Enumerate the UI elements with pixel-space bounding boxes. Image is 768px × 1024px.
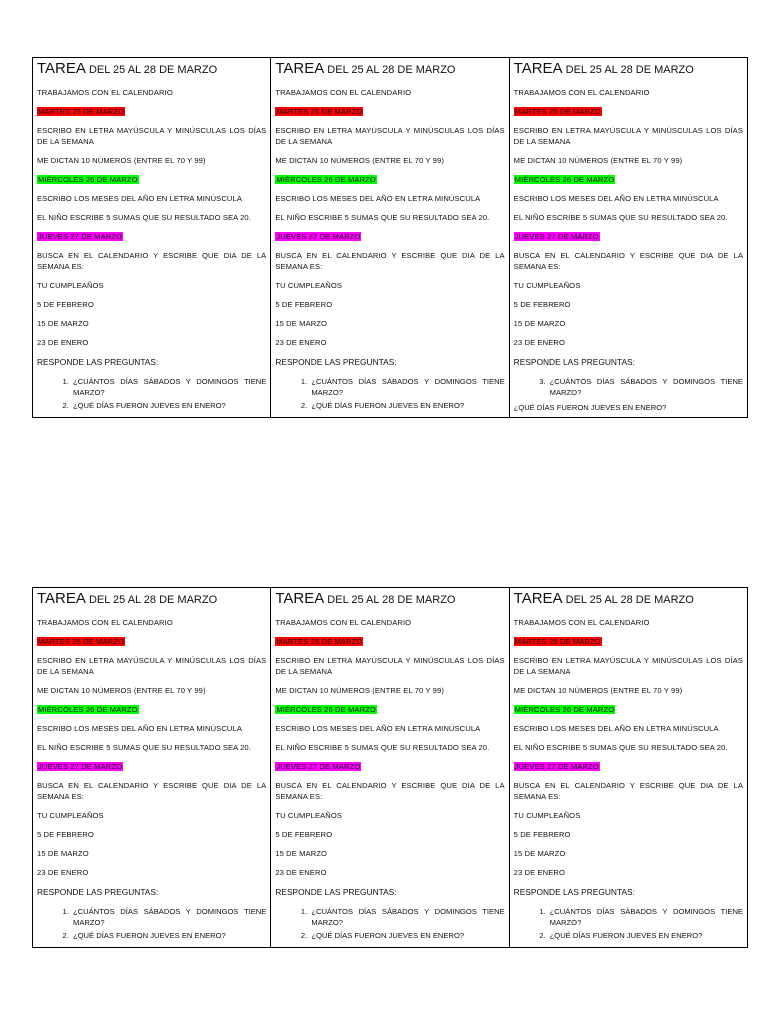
item-date-3: 23 DE ENERO xyxy=(275,868,327,877)
martes-heading: MARTES 25 DE MARZO xyxy=(38,107,125,116)
task-months: ESCRIBO LOS MESES DEL AÑO EN LETRA MINÚSCULA xyxy=(37,724,242,733)
martes-heading: MARTES 25 DE MARZO xyxy=(514,107,601,116)
question-2: 2. ¿QUÉ DÍAS FUERON JUEVES EN ENERO? xyxy=(71,400,266,411)
questions-list xyxy=(37,376,266,411)
item-date-2: 15 DE MARZO xyxy=(513,849,566,858)
calendar-line: TRABAJAMOS CON EL CALENDARIO xyxy=(275,618,412,627)
task-months: ESCRIBO LOS MESES DEL AÑO EN LETRA MINÚSCULA xyxy=(275,194,481,203)
martes-heading: MARTES 25 DE MARZO xyxy=(514,637,601,646)
card-title: TAREA DEL 25 AL 28 DE MARZO xyxy=(513,590,694,607)
item-birthday: TU CUMPLEAÑOS xyxy=(513,281,581,290)
miercoles-heading: MIÉRCOLES 26 DE MARZO xyxy=(276,175,376,184)
card-title: TAREA DEL 25 AL 28 DE MARZO xyxy=(37,60,218,77)
task-numbers: ME DICTAN 10 NÚMEROS (ENTRE EL 70 Y 99) xyxy=(37,686,206,695)
bottom-sheet xyxy=(32,587,748,948)
task-sums: EL NIÑO ESCRIBE 5 SUMAS QUE SU RESULTADO SEA 20. xyxy=(37,743,251,752)
jueves-heading: JUEVES 27 DE MARZO xyxy=(276,762,361,771)
item-date-1: 5 DE FEBRERO xyxy=(37,830,94,839)
item-date-1: 5 DE FEBRERO xyxy=(275,830,333,839)
questions-list xyxy=(37,906,266,941)
question-1: 3. ¿CUÁNTOS DÍAS SÁBADOS Y DOMINGOS TIENE MARZO? xyxy=(548,376,743,398)
question-2: 2. ¿QUÉ DÍAS FUERON JUEVES EN ENERO? xyxy=(548,930,743,941)
task-calendar: BUSCA EN EL CALENDARIO Y ESCRIBE QUE DIA DE LA SEMANA ES: xyxy=(275,781,505,801)
questions-list xyxy=(514,376,743,398)
task-months: ESCRIBO LOS MESES DEL AÑO EN LETRA MINÚSCULA xyxy=(275,724,481,733)
task-numbers: ME DICTAN 10 NÚMEROS (ENTRE EL 70 Y 99) xyxy=(275,686,444,695)
calendar-line: TRABAJAMOS CON EL CALENDARIO xyxy=(513,618,650,627)
item-date-1: 5 DE FEBRERO xyxy=(513,300,571,309)
task-sums: EL NIÑO ESCRIBE 5 SUMAS QUE SU RESULTADO SEA 20. xyxy=(275,213,490,222)
task-calendar: BUSCA EN EL CALENDARIO Y ESCRIBE QUE DIA DE LA SEMANA ES: xyxy=(37,251,267,271)
martes-heading: MARTES 25 DE MARZO xyxy=(38,637,125,646)
task-calendar: BUSCA EN EL CALENDARIO Y ESCRIBE QUE DIA DE LA SEMANA ES: xyxy=(275,251,505,271)
task-days: ESCRIBO EN LETRA MAYÚSCULA Y MINÚSCULAS LOS DÍAS DE LA SEMANA xyxy=(513,656,743,676)
questions-heading: RESPONDE LAS PREGUNTAS: xyxy=(37,357,159,367)
question-2: ¿QUÉ DÍAS FUERON JUEVES EN ENERO? xyxy=(513,403,667,412)
card-title: TAREA DEL 25 AL 28 DE MARZO xyxy=(37,590,218,607)
item-birthday: TU CUMPLEAÑOS xyxy=(37,811,104,820)
jueves-heading: JUEVES 27 DE MARZO xyxy=(514,232,599,241)
task-days: ESCRIBO EN LETRA MAYÚSCULA Y MINÚSCULAS LOS DÍAS DE LA SEMANA xyxy=(37,656,267,676)
task-sums: EL NIÑO ESCRIBE 5 SUMAS QUE SU RESULTADO SEA 20. xyxy=(37,213,251,222)
questions-heading: RESPONDE LAS PREGUNTAS: xyxy=(37,887,159,897)
homework-card xyxy=(509,58,747,418)
question-2: 2. ¿QUÉ DÍAS FUERON JUEVES EN ENERO? xyxy=(71,930,266,941)
task-months: ESCRIBO LOS MESES DEL AÑO EN LETRA MINÚSCULA xyxy=(37,194,242,203)
martes-heading: MARTES 25 DE MARZO xyxy=(276,107,363,116)
homework-card xyxy=(509,588,747,948)
task-sums: EL NIÑO ESCRIBE 5 SUMAS QUE SU RESULTADO SEA 20. xyxy=(513,743,728,752)
item-date-2: 15 DE MARZO xyxy=(37,319,89,328)
questions-heading: RESPONDE LAS PREGUNTAS: xyxy=(513,887,635,897)
task-calendar: BUSCA EN EL CALENDARIO Y ESCRIBE QUE DIA DE LA SEMANA ES: xyxy=(513,781,743,801)
task-days: ESCRIBO EN LETRA MAYÚSCULA Y MINÚSCULAS LOS DÍAS DE LA SEMANA xyxy=(275,656,505,676)
task-calendar: BUSCA EN EL CALENDARIO Y ESCRIBE QUE DIA DE LA SEMANA ES: xyxy=(513,251,743,271)
item-birthday: TU CUMPLEAÑOS xyxy=(275,811,343,820)
question-1: 1. ¿CUÁNTOS DÍAS SÁBADOS Y DOMINGOS TIENE MARZO? xyxy=(71,376,266,398)
calendar-line: TRABAJAMOS CON EL CALENDARIO xyxy=(37,88,173,97)
calendar-line: TRABAJAMOS CON EL CALENDARIO xyxy=(513,88,650,97)
question-1: 1. ¿CUÁNTOS DÍAS SÁBADOS Y DOMINGOS TIENE MARZO? xyxy=(309,906,504,928)
miercoles-heading: MIÉRCOLES 26 DE MARZO xyxy=(38,705,138,714)
questions-list xyxy=(275,906,504,941)
task-days: ESCRIBO EN LETRA MAYÚSCULA Y MINÚSCULAS LOS DÍAS DE LA SEMANA xyxy=(513,126,743,146)
homework-card xyxy=(271,58,509,418)
item-date-3: 23 DE ENERO xyxy=(513,868,565,877)
task-days: ESCRIBO EN LETRA MAYÚSCULA Y MINÚSCULAS LOS DÍAS DE LA SEMANA xyxy=(37,126,267,146)
task-numbers: ME DICTAN 10 NÚMEROS (ENTRE EL 70 Y 99) xyxy=(37,156,206,165)
question-2: 2. ¿QUÉ DÍAS FUERON JUEVES EN ENERO? xyxy=(309,930,504,941)
item-date-1: 5 DE FEBRERO xyxy=(37,300,94,309)
card-title: TAREA DEL 25 AL 28 DE MARZO xyxy=(513,60,694,77)
question-2: 2. ¿QUÉ DÍAS FUERON JUEVES EN ENERO? xyxy=(309,400,504,411)
item-date-2: 15 DE MARZO xyxy=(37,849,89,858)
miercoles-heading: MIÉRCOLES 26 DE MARZO xyxy=(514,175,615,184)
task-sums: EL NIÑO ESCRIBE 5 SUMAS QUE SU RESULTADO SEA 20. xyxy=(275,743,490,752)
calendar-line: TRABAJAMOS CON EL CALENDARIO xyxy=(37,618,173,627)
questions-heading: RESPONDE LAS PREGUNTAS: xyxy=(275,357,397,367)
calendar-line: TRABAJAMOS CON EL CALENDARIO xyxy=(275,88,412,97)
question-1: 1. ¿CUÁNTOS DÍAS SÁBADOS Y DOMINGOS TIENE MARZO? xyxy=(71,906,266,928)
homework-card xyxy=(33,58,271,418)
task-numbers: ME DICTAN 10 NÚMEROS (ENTRE EL 70 Y 99) xyxy=(513,686,683,695)
item-date-1: 5 DE FEBRERO xyxy=(513,830,571,839)
item-birthday: TU CUMPLEAÑOS xyxy=(37,281,104,290)
jueves-heading: JUEVES 27 DE MARZO xyxy=(38,762,123,771)
item-date-3: 23 DE ENERO xyxy=(37,338,89,347)
jueves-heading: JUEVES 27 DE MARZO xyxy=(514,762,599,771)
questions-list xyxy=(514,906,743,941)
question-1: 1. ¿CUÁNTOS DÍAS SÁBADOS Y DOMINGOS TIENE MARZO? xyxy=(309,376,504,398)
miercoles-heading: MIÉRCOLES 26 DE MARZO xyxy=(276,705,376,714)
task-months: ESCRIBO LOS MESES DEL AÑO EN LETRA MINÚSCULA xyxy=(513,194,719,203)
miercoles-heading: MIÉRCOLES 26 DE MARZO xyxy=(514,705,615,714)
item-birthday: TU CUMPLEAÑOS xyxy=(275,281,343,290)
task-calendar: BUSCA EN EL CALENDARIO Y ESCRIBE QUE DIA DE LA SEMANA ES: xyxy=(37,781,267,801)
item-date-2: 15 DE MARZO xyxy=(513,319,566,328)
martes-heading: MARTES 25 DE MARZO xyxy=(276,637,363,646)
item-birthday: TU CUMPLEAÑOS xyxy=(513,811,581,820)
item-date-2: 15 DE MARZO xyxy=(275,849,328,858)
item-date-3: 23 DE ENERO xyxy=(275,338,327,347)
homework-card xyxy=(271,588,509,948)
homework-card xyxy=(33,588,271,948)
questions-list xyxy=(275,376,504,411)
card-title: TAREA DEL 25 AL 28 DE MARZO xyxy=(275,590,456,607)
jueves-heading: JUEVES 27 DE MARZO xyxy=(38,232,123,241)
task-sums: EL NIÑO ESCRIBE 5 SUMAS QUE SU RESULTADO SEA 20. xyxy=(513,213,728,222)
questions-heading: RESPONDE LAS PREGUNTAS: xyxy=(513,357,635,367)
item-date-3: 23 DE ENERO xyxy=(37,868,89,877)
questions-heading: RESPONDE LAS PREGUNTAS: xyxy=(275,887,397,897)
item-date-2: 15 DE MARZO xyxy=(275,319,328,328)
jueves-heading: JUEVES 27 DE MARZO xyxy=(276,232,361,241)
item-date-3: 23 DE ENERO xyxy=(513,338,565,347)
task-months: ESCRIBO LOS MESES DEL AÑO EN LETRA MINÚSCULA xyxy=(513,724,719,733)
miercoles-heading: MIÉRCOLES 26 DE MARZO xyxy=(38,175,138,184)
item-date-1: 5 DE FEBRERO xyxy=(275,300,333,309)
question-1: 1. ¿CUÁNTOS DÍAS SÁBADOS Y DOMINGOS TIENE MARZO? xyxy=(548,906,743,928)
task-numbers: ME DICTAN 10 NÚMEROS (ENTRE EL 70 Y 99) xyxy=(513,156,683,165)
task-numbers: ME DICTAN 10 NÚMEROS (ENTRE EL 70 Y 99) xyxy=(275,156,444,165)
card-title: TAREA DEL 25 AL 28 DE MARZO xyxy=(275,60,456,77)
top-sheet xyxy=(32,57,748,418)
task-days: ESCRIBO EN LETRA MAYÚSCULA Y MINÚSCULAS LOS DÍAS DE LA SEMANA xyxy=(275,126,505,146)
